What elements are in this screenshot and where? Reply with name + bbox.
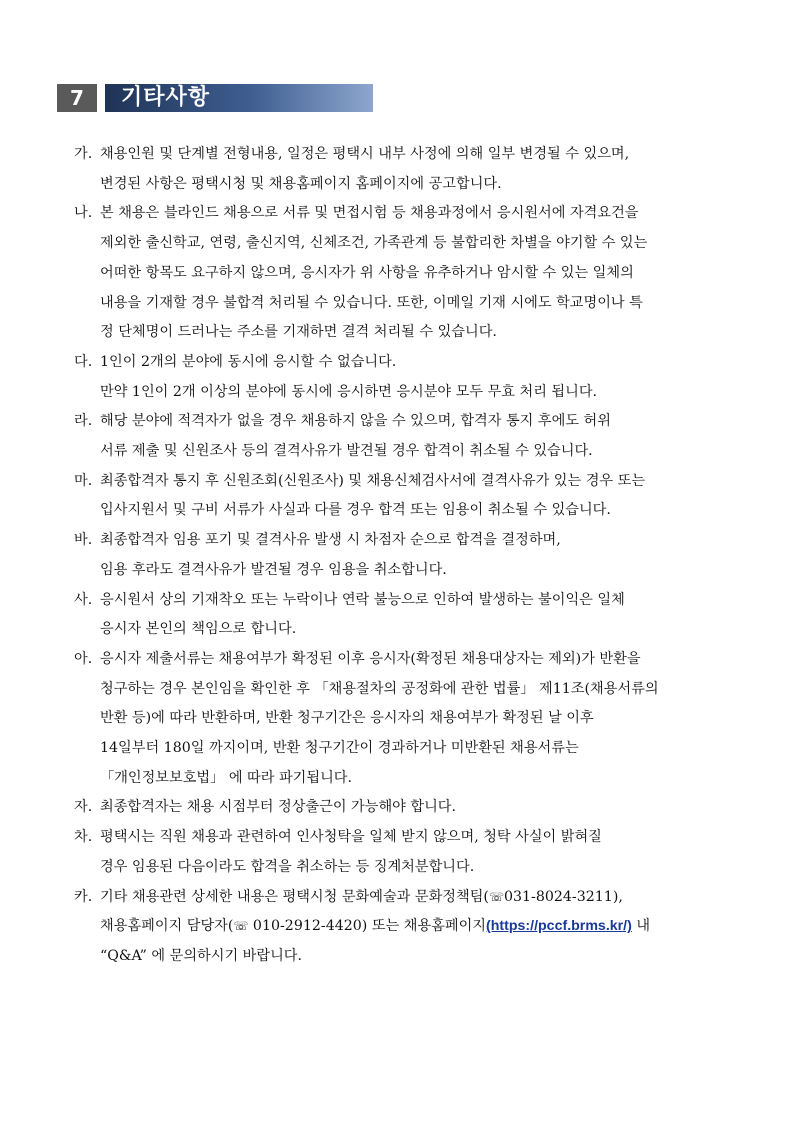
item-marker: 다.	[74, 353, 93, 370]
item-line: 임용 후라도 결격사유가 발견될 경우 임용을 취소합니다.	[100, 561, 447, 578]
item-line: 제외한 출신학교, 연령, 출신지역, 신체조건, 가족관계 등 불합리한 차별을 야기할 수 있는	[100, 235, 648, 252]
list-item	[74, 883, 746, 972]
section-title: 기타사항	[105, 84, 373, 112]
item-line: 해당 분야에 적격자가 없을 경우 채용하지 않을 수 있으며, 합격자 통지 후에도 허위	[100, 413, 611, 430]
item-marker: 아.	[74, 650, 93, 667]
item-line: 채용인원 및 단계별 전형내용, 일정은 평택시 내부 사정에 의해 일부 변경될 수 있으며,	[100, 146, 630, 162]
list-item	[74, 526, 746, 585]
item-body	[100, 199, 746, 348]
list-item	[74, 823, 746, 882]
item-line: 변경된 사항은 평택시청 및 채용홈페이지 홈페이지에 공고합니다.	[100, 175, 502, 192]
item-body	[100, 348, 746, 407]
item-line: 반환 등)에 따라 반환하며, 반환 청구기간은 응시자의 채용여부가 확정된 날 이후	[100, 710, 594, 727]
phone-icon: ☏	[488, 889, 504, 904]
section-number: 7	[57, 84, 97, 112]
item-body	[100, 526, 746, 585]
list-item	[74, 407, 746, 466]
notice-list	[74, 140, 746, 972]
item-body	[100, 645, 746, 794]
item-line: 평택시는 직원 채용과 관련하여 인사청탁을 일체 받지 않으며, 청탁 사실이 밝혀질	[100, 829, 602, 846]
item-line: 응시자 본인의 책임으로 합니다.	[100, 621, 297, 638]
item-line: 14일부터 180일 까지이며, 반환 청구기간이 경과하거나 미반환된 채용서류는	[100, 740, 579, 757]
item-line: 최종합격자 임용 포기 및 결격사유 발생 시 차점자 순으로 합격을 결정하며,	[100, 532, 561, 549]
item-body	[100, 140, 746, 199]
item-line	[100, 883, 746, 913]
contact-text: 내	[631, 918, 651, 935]
list-item	[74, 348, 746, 407]
item-body	[100, 407, 746, 466]
item-body	[100, 793, 746, 823]
item-marker: 마.	[74, 472, 93, 489]
item-body	[100, 823, 746, 882]
homepage-link[interactable]: (https://pccf.brms.kr/)	[486, 918, 632, 935]
item-line: 입사지원서 및 구비 서류가 사실과 다를 경우 합격 또는 임용이 취소될 수 있습니다.	[100, 502, 611, 519]
item-line: 경우 임용된 다음이라도 합격을 취소하는 등 징계처분합니다.	[100, 858, 475, 875]
list-item	[74, 467, 746, 526]
item-marker: 카.	[74, 888, 93, 905]
item-line: 「개인정보보호법」 에 따라 파기됩니다.	[100, 769, 352, 786]
item-marker: 차.	[74, 829, 93, 846]
item-line: 정 단체명이 드러나는 주소를 기재하면 결격 처리될 수 있습니다.	[100, 324, 497, 341]
item-line: 청구하는 경우 본인임을 확인한 후 「채용절차의 공정화에 관한 법률」 제11조(채용서류의	[100, 680, 659, 697]
item-marker: 바.	[74, 532, 93, 549]
phone-number: 010-2912-4420) 또는 채용홈페이지	[248, 918, 487, 935]
contact-text: 채용홈페이지 담당자(	[100, 918, 234, 935]
item-line: 서류 제출 및 신원조사 등의 결격사유가 발견될 경우 합격이 취소될 수 있습니다.	[100, 443, 593, 460]
list-item	[74, 199, 746, 348]
item-line: 응시원서 상의 기재착오 또는 누락이나 연락 불능으로 인하여 발생하는 불이익은 일체	[100, 591, 625, 608]
item-marker: 사.	[74, 591, 93, 608]
section-header	[57, 84, 373, 112]
item-line: 1인이 2개의 분야에 동시에 응시할 수 없습니다.	[100, 353, 397, 370]
item-line: “Q&A” 에 문의하시기 바랍니다.	[100, 947, 303, 964]
phone-number: 031-8024-3211),	[503, 888, 623, 905]
list-item	[74, 793, 746, 823]
item-marker: 자.	[74, 799, 93, 816]
item-body	[100, 467, 746, 526]
item-line: 어떠한 항목도 요구하지 않으며, 응시자가 위 사항을 유추하거나 암시할 수 있는 일체의	[100, 264, 634, 281]
contact-text: 기타 채용관련 상세한 내용은 평택시청 문화예술과 문화정책팀(	[100, 888, 489, 905]
item-marker: 라.	[74, 413, 93, 430]
item-marker: 가.	[74, 146, 93, 162]
item-body	[100, 586, 746, 645]
list-item	[74, 586, 746, 645]
item-line: 응시자 제출서류는 채용여부가 확정된 이후 응시자(확정된 채용대상자는 제외)가 반환을	[100, 650, 641, 667]
phone-icon: ☏	[233, 919, 249, 934]
list-item	[74, 140, 746, 199]
item-marker: 나.	[74, 205, 93, 222]
item-line: 최종합격자 통지 후 신원조회(신원조사) 및 채용신체검사서에 결격사유가 있는 경우 또는	[100, 472, 646, 489]
item-line: 최종합격자는 채용 시점부터 정상출근이 가능해야 합니다.	[100, 799, 456, 816]
item-line: 만약 1인이 2개 이상의 분야에 동시에 응시하면 응시분야 모두 무효 처리 됩니다.	[100, 383, 598, 400]
item-line: 본 채용은 블라인드 채용으로 서류 및 면접시험 등 채용과정에서 응시원서에 자격요건을	[100, 205, 639, 222]
item-line	[100, 912, 746, 942]
list-item	[74, 645, 746, 794]
item-body	[100, 883, 746, 972]
item-line: 내용을 기재할 경우 불합격 처리될 수 있습니다. 또한, 이메일 기재 시에도 학교명이나 특	[100, 294, 643, 311]
